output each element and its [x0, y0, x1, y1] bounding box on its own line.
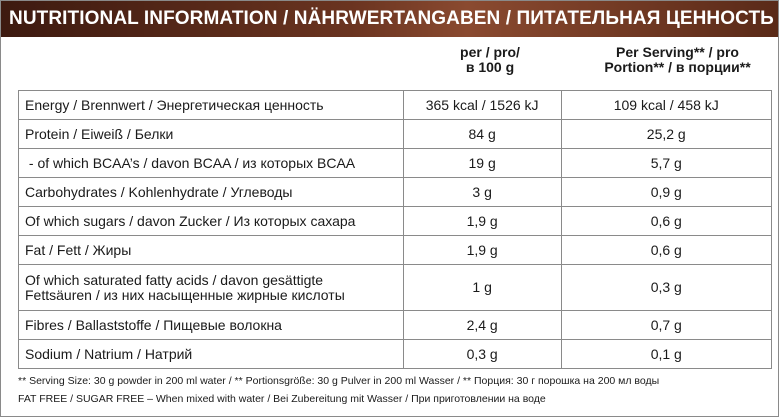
value-per-100g: 2,4 g [403, 311, 561, 340]
value-per-serving: 0,9 g [561, 178, 771, 207]
footnote-serving-size: ** Serving Size: 30 g powder in 200 ml water / ** Portionsgröße: 30 g Pulver in 200 ml Wasser / ** Порция: 30 г порошка на 200 мл воды [18, 375, 660, 387]
footnote-fat-free: FAT FREE / SUGAR FREE – When mixed with water / Bei Zubereitung mit Wasser / При приготовлении на воде [18, 393, 546, 405]
row-label-line1: Of which saturated fatty acids / davon gesättigte [25, 271, 324, 288]
table-row [19, 91, 772, 120]
value-per-100g: 84 g [403, 120, 561, 149]
value-per-100g: 1,9 g [403, 207, 561, 236]
table-row [19, 178, 772, 207]
value-per-100g: 3 g [403, 178, 561, 207]
value-per-100g: 1,9 g [403, 236, 561, 265]
row-label: - of which BCAA’s / davon BCAA / из которых BCAA [19, 149, 404, 178]
value-per-100g: 19 g [403, 149, 561, 178]
row-label: Protein / Eiweiß / Белки [19, 120, 404, 149]
value-per-serving: 0,6 g [561, 236, 771, 265]
value-per-serving: 0,6 g [561, 207, 771, 236]
table-row [19, 120, 772, 149]
row-label: Fat / Fett / Жиры [19, 236, 404, 265]
value-per-100g: 0,3 g [403, 340, 561, 369]
table-row [19, 340, 772, 369]
panel-title: NUTRITIONAL INFORMATION / NÄHRWERTANGABEN / ПИТАТЕЛЬНАЯ ЦЕННОСТЬ [1, 1, 778, 37]
value-per-serving: 0,7 g [561, 311, 771, 340]
column-header-per-serving [585, 45, 770, 75]
value-per-serving: 5,7 g [561, 149, 771, 178]
value-per-serving: 25,2 g [561, 120, 771, 149]
column-header-per-serving-line1: Per Serving** / pro [616, 44, 739, 60]
table-row [19, 311, 772, 340]
row-label-line2: Fettsäuren / из них насыщенные жирные кислоты [25, 286, 345, 303]
row-label: Of which sugars / davon Zucker / Из которых сахара [19, 207, 404, 236]
row-label [19, 265, 404, 311]
column-header-per-serving-line2: Portion** / в порции** [604, 59, 751, 75]
nutrition-table [18, 90, 772, 369]
value-per-serving: 0,1 g [561, 340, 771, 369]
column-header-per-100g [425, 45, 555, 75]
row-label: Fibres / Ballaststoffe / Пищевые волокна [19, 311, 404, 340]
table-row [19, 207, 772, 236]
row-label: Sodium / Natrium / Натрий [19, 340, 404, 369]
column-header-per-100g-line2: в 100 g [465, 59, 515, 75]
table-row [19, 265, 772, 311]
row-label: Energy / Brennwert / Энергетическая ценность [19, 91, 404, 120]
row-label: Carbohydrates / Kohlenhydrate / Углеводы [19, 178, 404, 207]
footnotes [18, 372, 659, 408]
value-per-serving: 109 kcal / 458 kJ [561, 91, 771, 120]
table-row [19, 236, 772, 265]
value-per-100g: 1 g [403, 265, 561, 311]
value-per-100g: 365 kcal / 1526 kJ [403, 91, 561, 120]
value-per-serving: 0,3 g [561, 265, 771, 311]
table-row [19, 149, 772, 178]
column-header-per-100g-line1: per / pro/ [460, 44, 520, 60]
